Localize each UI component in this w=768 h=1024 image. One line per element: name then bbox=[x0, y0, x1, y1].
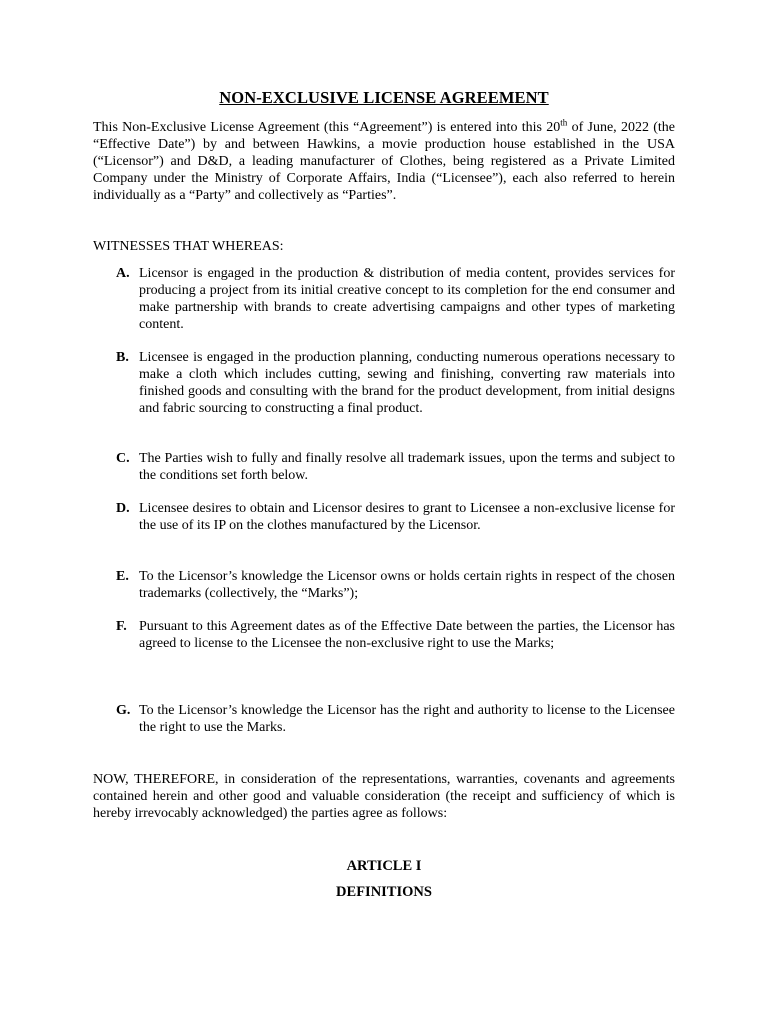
article-heading: ARTICLE I bbox=[346, 858, 422, 874]
now-therefore-paragraph: NOW, THEREFORE, in consideration of the representations, warranties, covenants and agreements contained herein and other good and valuable consideration (the receipt and sufficiency of which is hereby irrevocably acknowledged) the parties agree as follows: bbox=[93, 772, 675, 821]
recital-letter: G. bbox=[116, 703, 131, 718]
recital-letter: E. bbox=[116, 569, 129, 584]
recital-text: The Parties wish to fully and finally resolve all trademark issues, upon the terms and subject to the conditions set forth below. bbox=[139, 451, 675, 483]
recital-text: Licensee desires to obtain and Licensor desires to grant to Licensee a non-exclusive license for the use of its IP on the clothes manufactured by the Licensor. bbox=[139, 501, 675, 533]
recital-item-f bbox=[116, 618, 675, 652]
recital-text: To the Licensor’s knowledge the Licensor owns or holds certain rights in respect of the chosen trademarks (collectively, the “Marks”); bbox=[139, 569, 675, 601]
intro-text-end: of June, 2022 (the “Effective Date”) by and between Hawkins, a movie production house established in the USA (“Licensor”) and D&D, a leading manufacturer of Clothes, being registered as a Private Limited Company under the Ministry of Corporate Affairs, India (“Licensee”), each also referred to herein individually as a “Party” and collectively as “Parties”. bbox=[93, 120, 675, 203]
recital-text: To the Licensor’s knowledge the Licensor has the right and authority to license to the Licensee the right to use the Marks. bbox=[139, 703, 675, 735]
intro-ordinal-suffix: th bbox=[560, 117, 568, 128]
recital-item-b bbox=[116, 349, 675, 417]
recital-text: Pursuant to this Agreement dates as of the Effective Date between the parties, the Licensor has agreed to license to the Licensee the non-exclusive right to use the Marks; bbox=[139, 619, 675, 651]
recital-item-d bbox=[116, 500, 675, 534]
recital-letter: D. bbox=[116, 501, 130, 516]
recital-letter: F. bbox=[116, 619, 127, 634]
recital-letter: A. bbox=[116, 266, 130, 281]
intro-paragraph bbox=[93, 119, 675, 204]
recital-item-c bbox=[116, 450, 675, 484]
document-title: NON-EXCLUSIVE LICENSE AGREEMENT bbox=[219, 88, 549, 107]
recital-text: Licensor is engaged in the production & distribution of media content, provides services for producing a project from its initial creative concept to its completion for the end consumer and make partnership with brands to create advertising campaigns and other types of marketing content. bbox=[139, 266, 675, 332]
recital-letter: B. bbox=[116, 350, 129, 365]
definitions-heading: DEFINITIONS bbox=[336, 884, 432, 900]
recital-item-g bbox=[116, 702, 675, 736]
recital-text: Licensee is engaged in the production planning, conducting numerous operations necessary to make a cloth which includes cutting, sewing and finishing, converting raw materials into finished goods and consulting with the brand for the product development, from initial designs and fabric sourcing to constructing a final product. bbox=[139, 350, 675, 416]
intro-text-start: This Non-Exclusive License Agreement (this “Agreement”) is entered into this 20 bbox=[93, 120, 561, 135]
whereas-heading: WITNESSES THAT WHEREAS: bbox=[93, 239, 284, 254]
recital-item-a bbox=[116, 265, 675, 333]
recital-letter: C. bbox=[116, 451, 130, 466]
recital-item-e bbox=[116, 568, 675, 602]
